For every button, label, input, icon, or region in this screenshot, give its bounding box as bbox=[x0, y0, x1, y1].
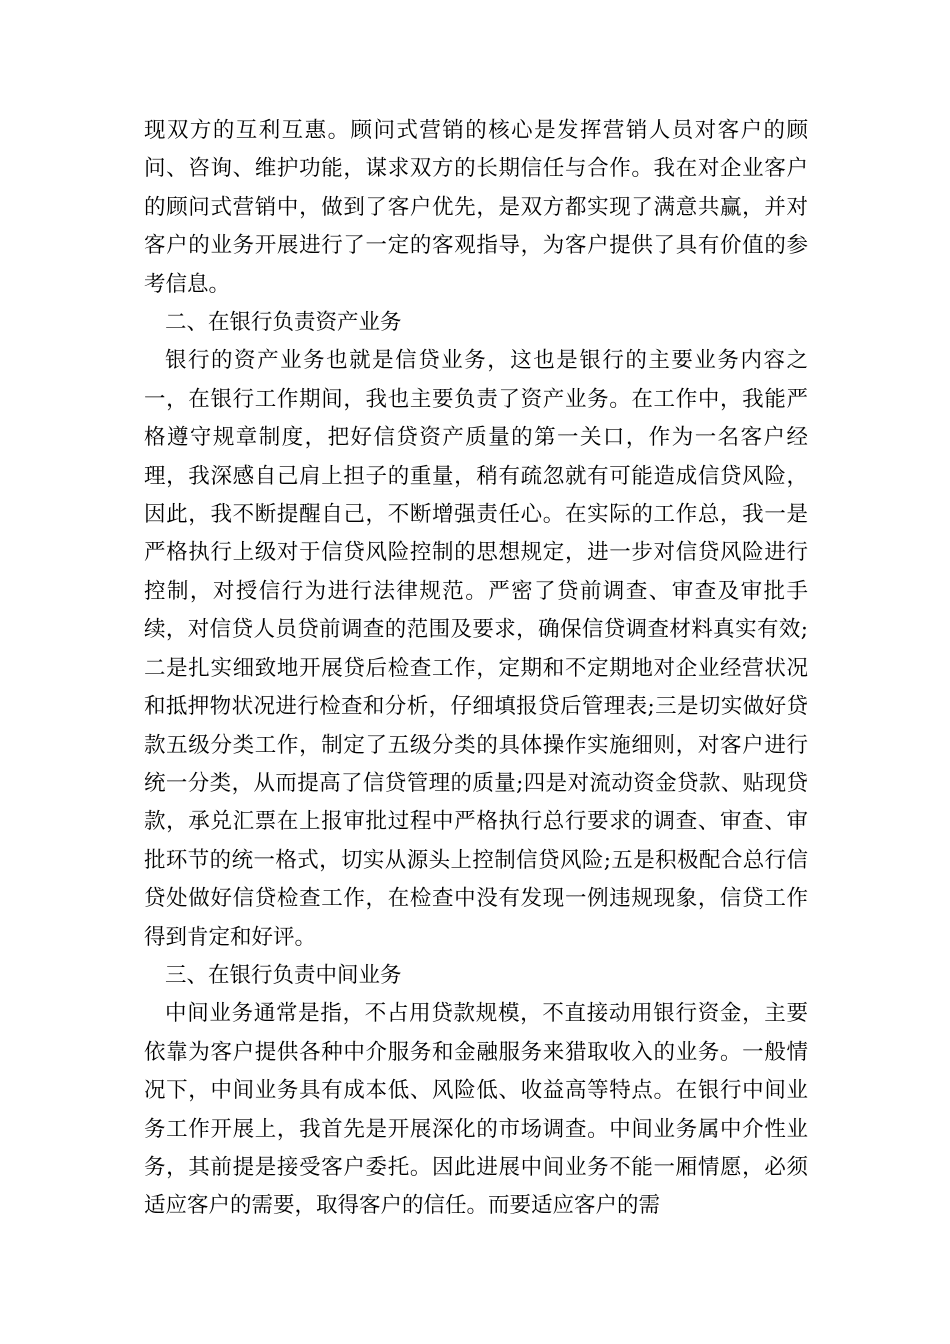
section-heading-asset-business: 二、在银行负责资产业务 bbox=[165, 310, 402, 336]
paragraph-consultative-marketing: 现双方的互利互惠。顾问式营销的核心是发挥营销人员对客户的顾问、咨询、维护功能，谋求双方的长期信任与合作。我在对企业客户的顾问式营销中，做到了客户优先，是双方都实现了满意共赢，并对客户的业务开展进行了一定的客观指导，为客户提供了具有价值的参考信息。 bbox=[144, 118, 808, 297]
document-page bbox=[144, 112, 808, 1226]
paragraph-asset-business: 银行的资产业务也就是信贷业务，这也是银行的主要业务内容之一，在银行工作期间，我也主要负责了资产业务。在工作中，我能严格遵守规章制度，把好信贷资产质量的第一关口，作为一名客户经理，我深感自己肩上担子的重量，稍有疏忽就有可能造成信贷风险，因此，我不断提醒自己，不断增强责任心。在实际的工作总，我一是严格执行上级对于信贷风险控制的思想规定，进一步对信贷风险进行控制，对授信行为进行法律规范。严密了贷前调查、审查及审批手续，对信贷人员贷前调查的范围及要求，确保信贷调查材料真实有效;二是扎实细致地开展贷后检查工作，定期和不定期地对企业经营状况和抵押物状况进行检查和分析，仔细填报贷后管理表;三是切实做好贷款五级分类工作，制定了五级分类的具体操作实施细则，对客户进行统一分类，从而提高了信贷管理的质量;四是对流动资金贷款、贴现贷款，承兑汇票在上报审批过程中严格执行总行要求的调查、审查、审批环节的统一格式，切实从源头上控制信贷风险;五是积极配合总行信贷处做好信贷检查工作，在检查中没有发现一例违规现象，信贷工作得到肯定和好评。 bbox=[144, 348, 808, 950]
section-heading-intermediary-business: 三、在银行负责中间业务 bbox=[165, 962, 402, 988]
paragraph-intermediary-business: 中间业务通常是指，不占用贷款规模，不直接动用银行资金，主要依靠为客户提供各种中介服务和金融服务来猎取收入的业务。一般情况下，中间业务具有成本低、风险低、收益高等特点。在银行中间业务工作开展上，我首先是开展深化的市场调查。中间业务属中介性业务，其前提是接受客户委托。因此进展中间业务不能一厢情愿，必须适应客户的需要，取得客户的信任。而要适应客户的需 bbox=[144, 1001, 808, 1219]
